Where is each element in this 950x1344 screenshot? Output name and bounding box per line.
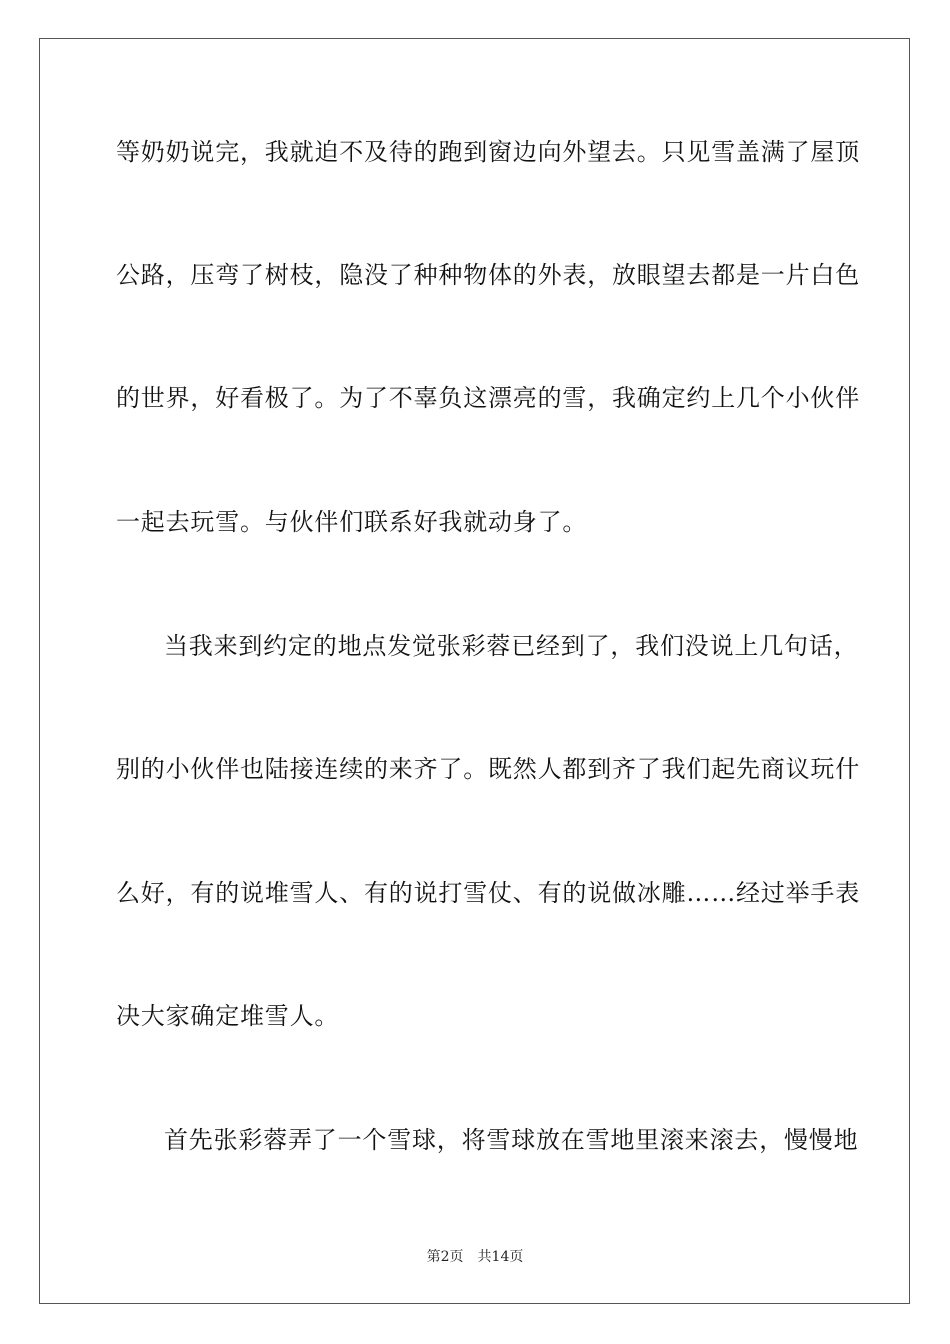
paragraph-line-9: 首先张彩蓉弄了一个雪球，将雪球放在雪地里滚来滚去，慢慢地 — [164, 1126, 859, 1154]
paragraph-line-8: 决大家确定堆雪人。 — [116, 1002, 340, 1030]
paragraph-line-3: 的世界，好看极了。为了不辜负这漂亮的雪，我确定约上几个小伙伴 — [116, 384, 860, 412]
page-footer — [0, 1248, 950, 1266]
paragraph-line-1: 等奶奶说完，我就迫不及待的跑到窗边向外望去。只见雪盖满了屋顶 — [116, 138, 860, 166]
paragraph-line-4: 一起去玩雪。与伙伴们联系好我就动身了。 — [116, 508, 588, 536]
page-border — [39, 38, 910, 1304]
page-number: 第2页 — [426, 1249, 464, 1265]
paragraph-line-5: 当我来到约定的地点发觉张彩蓉已经到了，我们没说上几句话， — [164, 632, 859, 660]
paragraph-line-6: 别的小伙伴也陆接连续的来齐了。既然人都到齐了我们起先商议玩什 — [116, 755, 860, 783]
paragraph-line-7: 么好，有的说堆雪人、有的说打雪仗、有的说做冰雕……经过举手表 — [116, 879, 860, 907]
paragraph-line-2: 公路，压弯了树枝，隐没了种种物体的外表，放眼望去都是一片白色 — [116, 261, 860, 289]
page-total: 共14页 — [477, 1249, 524, 1265]
